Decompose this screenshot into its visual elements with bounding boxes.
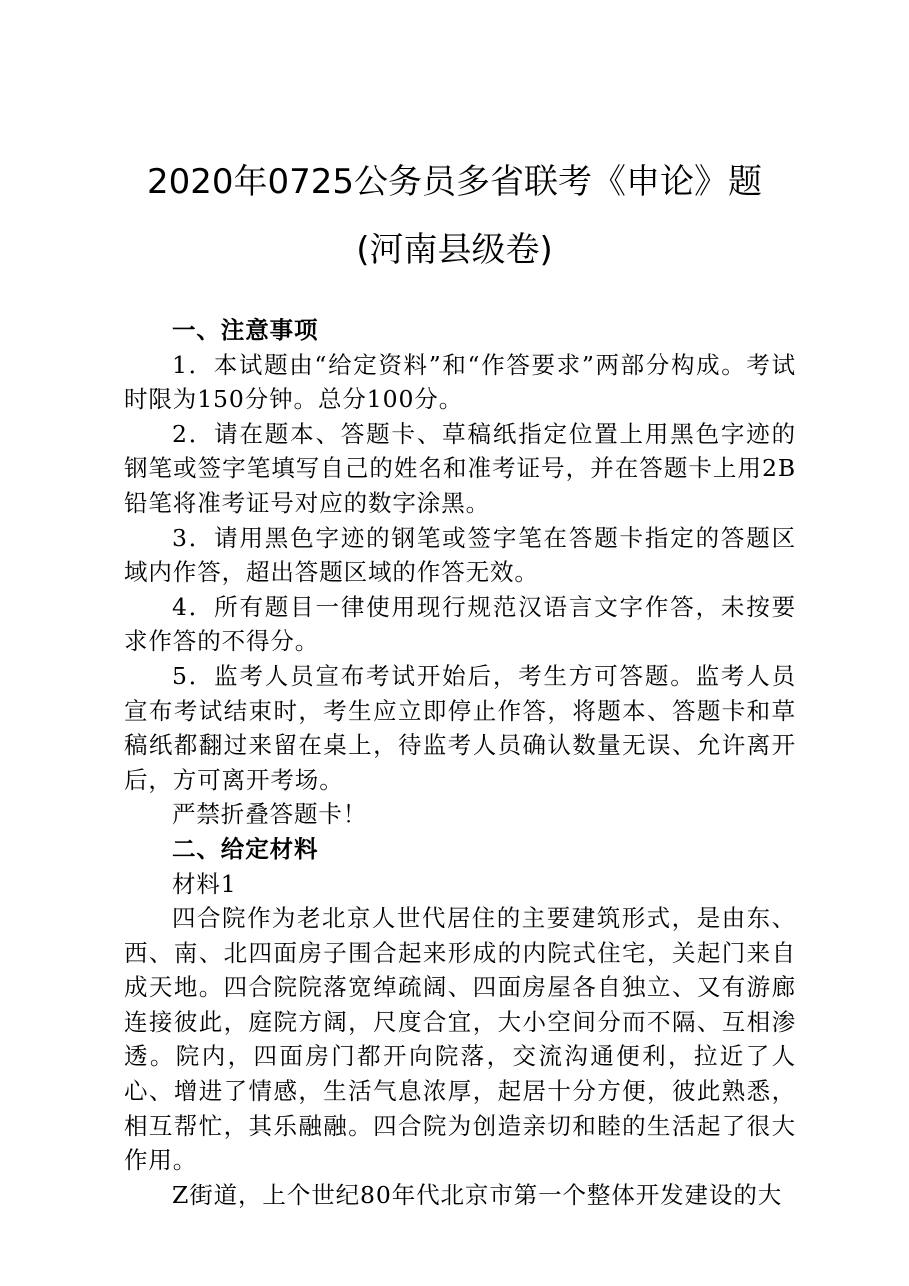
material-label: 材料1 xyxy=(172,869,237,898)
document-title: 2020年0725公务员多省联考《申论》题 xyxy=(146,162,763,202)
warning-text: 严禁折叠答题卡！ xyxy=(172,800,368,829)
material-paragraph-1: 四合院作为老北京人世代居住的主要建筑形式，是由东、西、南、北四面房子围合起来形成的内院式住宅，关起门来自成天地。四合院院落宽绰疏阔、四面房屋各自独立、又有游廊连接彼此，庭院方阔，尺度合宜，大小空间分而不隔、互相渗透。院内，四面房门都开向院落，交流沟通便利，拉近了人心、增进了情感，生活气息浓厚，起居十分方便，彼此熟悉，相互帮忙，其乐融融。四合院为创造亲切和睦的生活起了很大作用。 xyxy=(124,904,796,1175)
material-paragraph-2: Z街道，上个世纪80年代北京市第一个整体开发建设的大 xyxy=(172,1180,783,1209)
notice-item-2: 2．请在题本、答题卡、草稿纸指定位置上用黑色字迹的钢笔或签字笔填写自己的姓名和准考证号，并在答题卡上用2B铅笔将准考证号对应的数字涂黑。 xyxy=(124,419,796,517)
section-heading-notice: 一、注意事项 xyxy=(172,316,319,344)
document-subtitle: (河南县级卷) xyxy=(356,230,553,270)
notice-item-5: 5．监考人员宣布考试开始后，考生方可答题。监考人员宣布考试结束时，考生应立即停止作答，将题本、答题卡和草稿纸都翻过来留在桌上，待监考人员确认数量无误、允许离开后，方可离开考场。 xyxy=(124,661,796,794)
notice-item-4: 4．所有题目一律使用现行规范汉语言文字作答，未按要求作答的不得分。 xyxy=(124,592,796,656)
notice-item-3: 3．请用黑色字迹的钢笔或签字笔在答题卡指定的答题区域内作答，超出答题区域的作答无效。 xyxy=(124,523,796,587)
document-body xyxy=(124,313,796,1212)
notice-item-1: 1．本试题由“给定资料”和“作答要求”两部分构成。考试时限为150分钟。总分100分。 xyxy=(124,350,796,414)
section-heading-material: 二、给定材料 xyxy=(172,834,319,863)
